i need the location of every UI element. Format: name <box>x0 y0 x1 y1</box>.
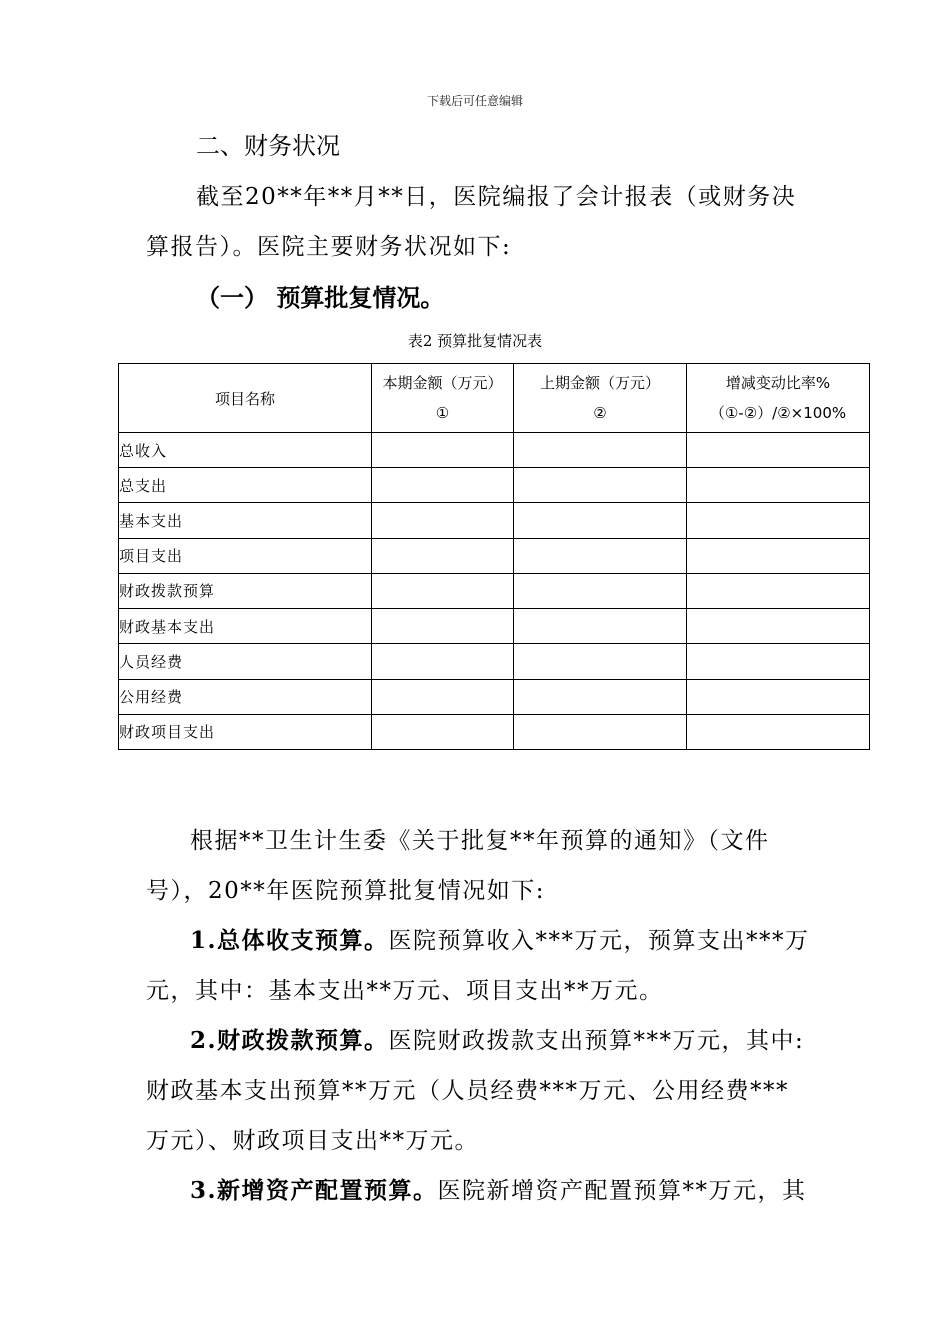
row-label: 总收入 <box>119 433 372 468</box>
overall-budget-heading: 1.总体收支预算。 <box>190 927 389 954</box>
intro-line-2: 算报告）。医院主要财务状况如下: <box>146 234 512 260</box>
table-cell <box>372 609 514 644</box>
table-cell <box>514 503 687 538</box>
table-header-row <box>119 364 870 433</box>
section-title: 二、财务状况 <box>196 132 340 160</box>
paragraph-3-line-3: 万元）、财政项目支出**万元。 <box>146 1128 479 1154</box>
table-cell <box>514 573 687 608</box>
paragraph-3-line-1 <box>190 1022 804 1055</box>
table-cell <box>372 468 514 503</box>
paragraph-4-line-1 <box>190 1172 807 1205</box>
table-cell <box>372 503 514 538</box>
paragraph-3-text: 医院财政拨款支出预算***万元，其中: <box>388 1028 805 1054</box>
intro-line-1: 截至20**年**月**日，医院编报了会计报表（或财务决 <box>196 184 797 210</box>
row-label: 基本支出 <box>119 503 372 538</box>
header-current-amount <box>372 364 514 433</box>
table-row <box>119 644 870 679</box>
subsection-title: （一） 预算批复情况。 <box>196 284 445 312</box>
table-row <box>119 679 870 714</box>
paragraph-3-line-2: 财政基本支出预算**万元（人员经费***万元、公用经费*** <box>146 1078 789 1104</box>
row-label: 项目支出 <box>119 538 372 573</box>
table-cell <box>372 644 514 679</box>
header-current-amount-label: 本期金额（万元） <box>382 374 503 392</box>
table-cell <box>687 468 870 503</box>
table-caption: 表2 预算批复情况表 <box>407 332 543 350</box>
table-row <box>119 573 870 608</box>
table-cell <box>687 714 870 749</box>
paragraph-2-line-1 <box>190 922 810 955</box>
header-change-rate-label: 增减变动比率% <box>725 374 831 392</box>
header-previous-amount <box>514 364 687 433</box>
row-label: 财政基本支出 <box>119 609 372 644</box>
table-cell <box>514 538 687 573</box>
paragraph-2-line-2: 元，其中：基本支出**万元、项目支出**万元。 <box>146 978 664 1004</box>
header-change-rate-formula: （①-②）/②×100% <box>709 404 847 422</box>
row-label: 公用经费 <box>119 679 372 714</box>
table-cell <box>372 679 514 714</box>
table-cell <box>687 609 870 644</box>
header-previous-amount-label: 上期金额（万元） <box>539 374 660 392</box>
table-row <box>119 468 870 503</box>
table-cell <box>372 538 514 573</box>
table-cell <box>687 538 870 573</box>
table-row <box>119 503 870 538</box>
paragraph-2-text: 医院预算收入***万元，预算支出***万 <box>388 928 810 954</box>
table-cell <box>687 573 870 608</box>
table-cell <box>687 433 870 468</box>
row-label: 人员经费 <box>119 644 372 679</box>
table-cell <box>687 679 870 714</box>
header-change-rate <box>687 364 870 433</box>
table-row <box>119 433 870 468</box>
table-cell <box>372 573 514 608</box>
table-row <box>119 714 870 749</box>
table-cell <box>372 714 514 749</box>
table-cell <box>514 433 687 468</box>
table-cell <box>514 468 687 503</box>
table-cell <box>514 609 687 644</box>
paragraph-4-text: 医院新增资产配置预算**万元，其 <box>437 1178 807 1204</box>
header-current-amount-marker: ① <box>435 404 450 422</box>
table-cell <box>514 679 687 714</box>
row-label: 总支出 <box>119 468 372 503</box>
table-cell <box>372 433 514 468</box>
table-cell <box>687 644 870 679</box>
table-cell <box>514 714 687 749</box>
header-previous-amount-marker: ② <box>593 404 607 422</box>
header-note: 下载后可任意编辑 <box>426 94 523 108</box>
budget-approval-table <box>118 363 870 750</box>
paragraph-1-line-2: 号），20**年医院预算批复情况如下: <box>146 878 546 904</box>
table-row <box>119 609 870 644</box>
header-item-name: 项目名称 <box>119 364 372 433</box>
fiscal-budget-heading: 2.财政拨款预算。 <box>190 1027 389 1054</box>
new-asset-budget-heading: 3.新增资产配置预算。 <box>190 1177 438 1204</box>
table-cell <box>687 503 870 538</box>
table-row <box>119 538 870 573</box>
table-cell <box>514 644 687 679</box>
paragraph-1-line-1: 根据**卫生计生委《关于批复**年预算的通知》（文件 <box>190 828 770 854</box>
row-label: 财政项目支出 <box>119 714 372 749</box>
row-label: 财政拨款预算 <box>119 573 372 608</box>
